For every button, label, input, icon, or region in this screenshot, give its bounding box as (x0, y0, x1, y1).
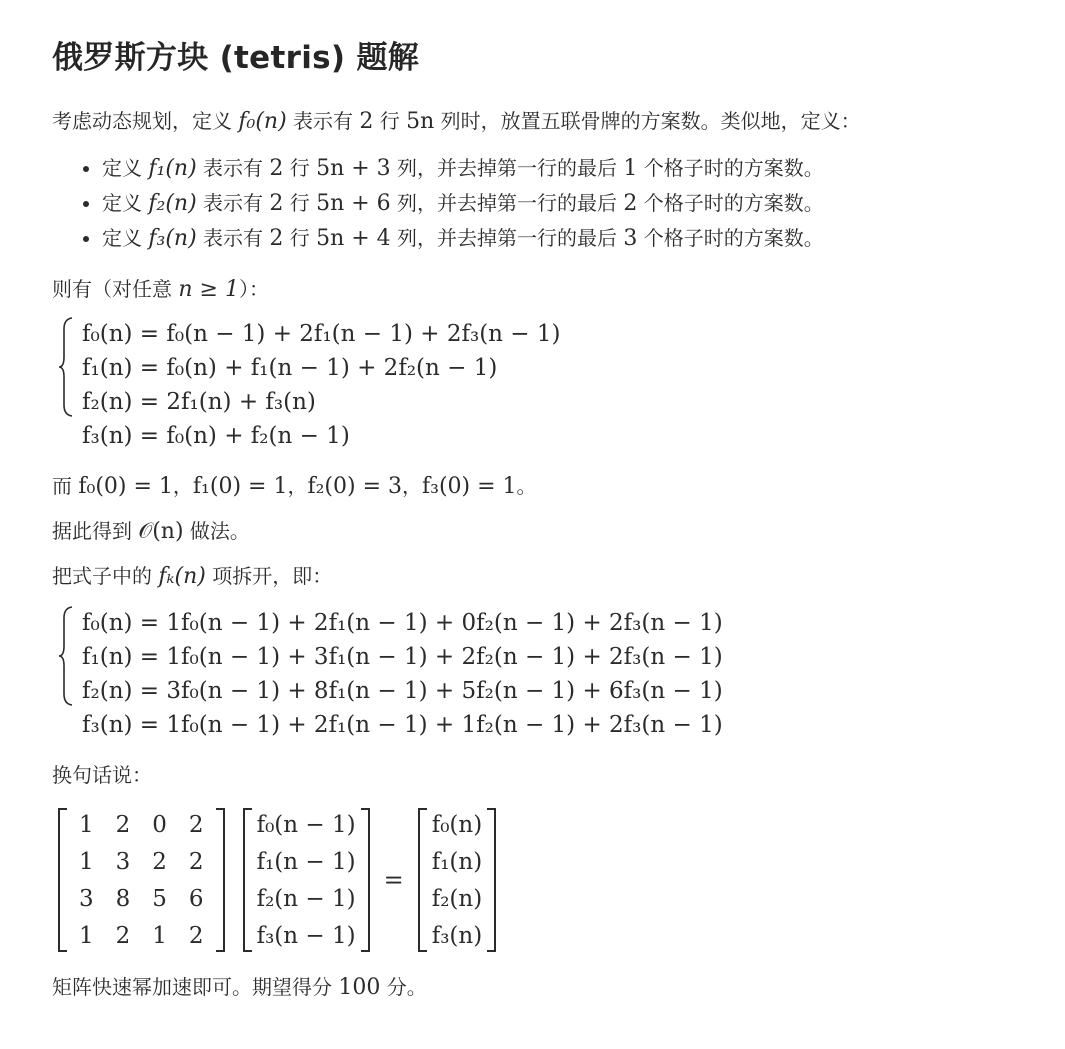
def-text: 个格子时的方案数。 (637, 156, 824, 180)
matrix-cell: 1 (152, 922, 167, 949)
equation-row: f₃(n) = f₀(n) + f₂(n − 1) (82, 423, 350, 449)
initial-condition: f₀(0) = 1 (78, 474, 173, 499)
matrix-row (68, 843, 215, 880)
conclusion-text: 分。 (380, 975, 427, 999)
vector-cell: f₀(n − 1) (256, 811, 356, 838)
def-func: f₃(n) (148, 226, 197, 251)
intro-text: 行 (373, 109, 407, 133)
intro-func: f₀(n) (238, 109, 287, 134)
equation-row: f₃(n) = 1f₀(n − 1) + 2f₁(n − 1) + 1f₂(n − 1) + 2f₃(n − 1) (82, 712, 723, 738)
def-text: 列，并去掉第一行的最后 (390, 156, 624, 180)
intro-text: 表示有 (286, 109, 360, 133)
previous-state-vector (243, 806, 370, 954)
expand-expr: fₖ(n) (158, 564, 206, 589)
def-k: 2 (623, 191, 638, 216)
matrix-cell: 2 (152, 848, 167, 875)
def-text: 表示有 (196, 226, 270, 250)
then-paragraph (52, 274, 1013, 305)
def-text: 表示有 (196, 191, 270, 215)
def-cols: 5n + 6 (316, 191, 391, 216)
def-cols: 5n + 3 (316, 156, 391, 181)
def-rows: 2 (269, 226, 284, 251)
equation-row: f₀(n) = f₀(n − 1) + 2f₁(n − 1) + 2f₃(n − 1) (82, 321, 561, 347)
def-func: f₂(n) (148, 191, 197, 216)
intro-cols: 5n (406, 109, 435, 134)
def-func: f₁(n) (148, 156, 197, 181)
def-text: 定义 (102, 191, 149, 215)
initial-condition: f₁(0) = 1 (192, 474, 288, 499)
def-text: 行 (283, 226, 317, 250)
matrix-cell: 2 (115, 811, 131, 838)
complexity-expr: 𝒪(n) (138, 519, 184, 544)
then-text: ）： (238, 277, 269, 301)
equation-row: f₂(n) = 3f₀(n − 1) + 8f₁(n − 1) + 5f₂(n − 1) + 6f₃(n − 1) (82, 678, 723, 704)
definition-item (102, 151, 1013, 186)
matrix-cell: 1 (79, 848, 94, 875)
initial-end: 。 (516, 474, 537, 498)
next-state-vector (418, 806, 497, 954)
complexity-text: 据此得到 (52, 519, 139, 543)
equation-row: f₂(n) = 2f₁(n) + f₃(n) (82, 389, 316, 415)
expand-paragraph (52, 561, 1013, 592)
def-k: 3 (623, 226, 638, 251)
vector-cell: f₃(n) (431, 922, 483, 949)
complexity-text: 做法。 (183, 519, 250, 543)
expand-text: 把式子中的 (52, 564, 159, 588)
matrix-row (68, 880, 215, 917)
in-other-words: 换句话说： (52, 763, 152, 787)
matrix-cell: 2 (188, 848, 204, 875)
def-text: 个格子时的方案数。 (637, 191, 824, 215)
def-text: 列，并去掉第一行的最后 (390, 191, 624, 215)
matrix-equation (58, 806, 1013, 954)
matrix-cell: 3 (79, 885, 94, 912)
definition-item (102, 186, 1013, 221)
conclusion-paragraph (52, 972, 1013, 1003)
matrix-cell: 1 (79, 922, 94, 949)
initial-condition: f₂(0) = 3 (307, 474, 402, 499)
expand-text: 项拆开，即： (205, 564, 333, 588)
vector-cell: f₃(n − 1) (256, 922, 356, 949)
def-text: 行 (283, 156, 317, 180)
intro-paragraph (52, 106, 1013, 137)
def-text: 表示有 (196, 156, 270, 180)
def-text: 定义 (102, 156, 149, 180)
def-text: 列，并去掉第一行的最后 (390, 226, 624, 250)
def-rows: 2 (269, 191, 284, 216)
equation-row: f₁(n) = f₀(n) + f₁(n − 1) + 2f₂(n − 1) (82, 355, 498, 381)
vector-cell: f₁(n) (431, 848, 483, 875)
def-text: 行 (283, 191, 317, 215)
vector-cell: f₂(n) (431, 885, 483, 912)
recurrence-system (56, 317, 1013, 453)
conclusion-text: 矩阵快速幂加速即可。期望得分 (52, 975, 339, 999)
def-text: 定义 (102, 226, 149, 250)
initial-condition: f₃(0) = 1 (422, 474, 517, 499)
complexity-paragraph (52, 516, 1013, 547)
matrix-row (68, 917, 215, 954)
matrix-cell: 8 (115, 885, 131, 912)
separator: ， (172, 474, 193, 498)
then-text: 则有（对任意 (52, 277, 179, 301)
coefficient-matrix (58, 806, 225, 954)
page-title: 俄罗斯方块 (tetris) 题解 (52, 40, 420, 76)
vector-cell: f₂(n − 1) (256, 885, 356, 912)
def-rows: 2 (269, 156, 284, 181)
intro-rows: 2 (359, 109, 374, 134)
initial-text: 而 (52, 474, 79, 498)
equation-row: f₁(n) = 1f₀(n − 1) + 3f₁(n − 1) + 2f₂(n − 1) + 2f₃(n − 1) (82, 644, 723, 670)
matrix-cell: 5 (152, 885, 167, 912)
left-brace-icon (58, 606, 74, 706)
matrix-cell: 3 (115, 848, 131, 875)
def-text: 个格子时的方案数。 (637, 226, 824, 250)
equation-row: f₀(n) = 1f₀(n − 1) + 2f₁(n − 1) + 0f₂(n − 1) + 2f₃(n − 1) (82, 610, 723, 636)
then-condition: n ≥ 1 (178, 277, 239, 302)
equals-sign: = (383, 866, 404, 894)
intro-text: 列时，放置五联骨牌的方案数。类似地，定义： (434, 109, 861, 133)
definition-item (102, 221, 1013, 256)
vector-cell: f₁(n − 1) (256, 848, 356, 875)
expected-score: 100 (338, 975, 381, 1000)
matrix-cell: 6 (188, 885, 204, 912)
matrix-cell: 2 (115, 922, 131, 949)
matrix-cell: 1 (79, 811, 94, 838)
matrix-cell: 0 (152, 811, 167, 838)
separator: ， (402, 474, 422, 498)
matrix-row (68, 806, 215, 843)
left-brace-icon (58, 317, 74, 417)
intro-text: 考虑动态规划，定义 (52, 109, 239, 133)
def-k: 1 (623, 156, 638, 181)
matrix-cell: 2 (188, 922, 204, 949)
expanded-system (56, 606, 1013, 742)
vector-cell: f₀(n) (431, 811, 483, 838)
initial-values (52, 471, 1013, 502)
def-cols: 5n + 4 (316, 226, 391, 251)
matrix-cell: 2 (188, 811, 204, 838)
definition-list (52, 151, 1013, 256)
separator: ， (287, 474, 308, 498)
